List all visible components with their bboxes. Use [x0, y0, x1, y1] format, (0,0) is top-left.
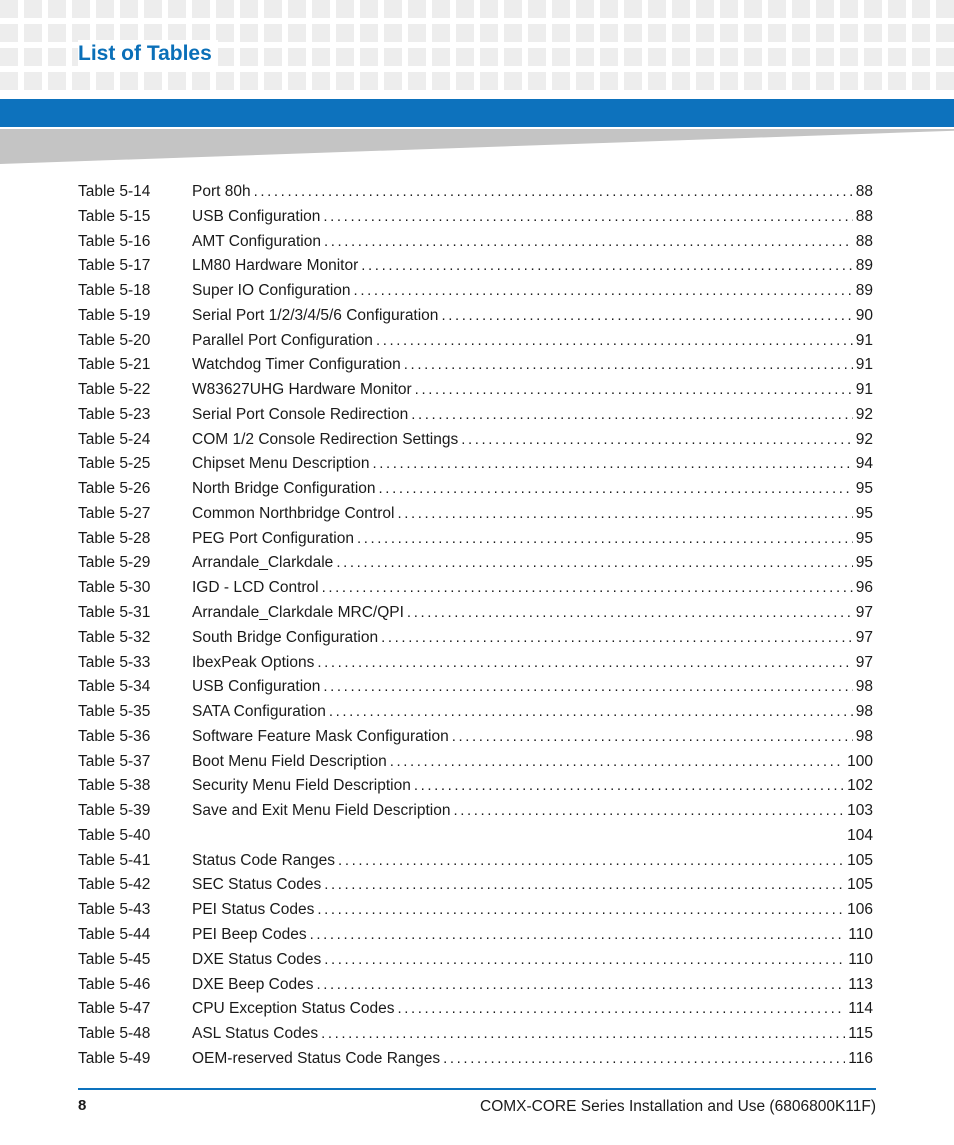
toc-entry-number: Table 5-21	[78, 356, 151, 374]
toc-entry-page: 97	[855, 628, 873, 646]
toc-entry-number: Table 5-41	[78, 851, 151, 869]
toc-entry-number: Table 5-17	[78, 257, 151, 275]
toc-dot-leader	[324, 951, 845, 968]
toc-entry-page: 91	[855, 381, 873, 399]
toc-entry[interactable]	[78, 406, 873, 431]
toc-dot-leader	[354, 282, 853, 299]
toc-entry-number: Table 5-16	[78, 232, 151, 250]
toc-entry[interactable]	[78, 876, 873, 901]
toc-entry-page: 96	[855, 579, 873, 597]
toc-entry-label: IbexPeak Options	[192, 653, 315, 671]
footer-divider	[78, 1088, 876, 1090]
toc-dot-leader	[338, 852, 844, 869]
toc-entry[interactable]	[78, 183, 873, 208]
toc-dot-leader	[379, 480, 853, 497]
toc-dot-leader	[317, 654, 852, 671]
toc-entry-number: Table 5-15	[78, 207, 151, 225]
toc-dot-leader	[443, 1050, 845, 1067]
toc-entry[interactable]	[78, 307, 873, 332]
toc-entry-page: 95	[855, 554, 873, 572]
toc-entry[interactable]	[78, 654, 873, 679]
toc-entry-page: 97	[855, 653, 873, 671]
toc-entry-page: 98	[855, 703, 873, 721]
toc-dot-leader	[329, 703, 853, 720]
toc-entry-number: Table 5-35	[78, 703, 151, 721]
toc-entry[interactable]	[78, 579, 873, 604]
toc-dot-leader	[411, 406, 853, 423]
toc-entry-label: Chipset Menu Description	[192, 455, 370, 473]
toc-entry-page: 89	[855, 257, 873, 275]
toc-entry-label: Arrandale_Clarkdale MRC/QPI	[192, 604, 404, 622]
toc-entry-label: SATA Configuration	[192, 703, 326, 721]
toc-entry[interactable]	[78, 852, 873, 877]
toc-entry[interactable]	[78, 629, 873, 654]
toc-entry-number: Table 5-45	[78, 950, 151, 968]
toc-entry[interactable]	[78, 332, 873, 357]
toc-entry-label: AMT Configuration	[192, 232, 321, 250]
toc-entry-label: Port 80h	[192, 183, 251, 200]
toc-dot-leader	[381, 629, 853, 646]
toc-dot-leader	[317, 976, 846, 993]
toc-entry-number: Table 5-29	[78, 554, 151, 572]
toc-entry-label: PEI Beep Codes	[192, 925, 307, 943]
toc-dot-leader	[376, 332, 853, 349]
toc-entry-number: Table 5-25	[78, 455, 151, 473]
toc-entry-label: South Bridge Configuration	[192, 628, 379, 646]
toc-entry-label: OEM-reserved Status Code Ranges	[192, 1049, 441, 1067]
toc-entry-page: 114	[848, 1000, 873, 1018]
toc-entry-page: 115	[848, 1025, 873, 1043]
list-of-tables	[78, 183, 873, 1075]
toc-entry-page: 88	[855, 207, 873, 225]
toc-entry-page: 92	[855, 405, 873, 423]
toc-entry-label: North Bridge Configuration	[192, 480, 376, 498]
toc-entry-label: Security Menu Field Description	[192, 777, 411, 795]
toc-entry[interactable]	[78, 753, 873, 778]
toc-dot-leader	[414, 777, 844, 794]
toc-entry-page: 110	[848, 950, 873, 968]
page-number: 8	[78, 1097, 87, 1114]
toc-entry-label: W83627UHG Hardware Monitor	[192, 381, 412, 399]
toc-entry-label: USB Configuration	[192, 678, 321, 696]
toc-entry-label: IGD - LCD Control	[192, 579, 319, 597]
toc-entry-page: 102	[847, 777, 873, 795]
toc-entry-label: Serial Port 1/2/3/4/5/6 Configuration	[192, 306, 439, 324]
toc-dot-leader	[397, 1000, 845, 1017]
toc-entry-page: 105	[847, 876, 873, 894]
toc-dot-leader	[254, 183, 853, 200]
toc-entry-page: 89	[855, 282, 873, 300]
toc-entry-label: Save and Exit Menu Field Description	[192, 802, 451, 820]
toc-entry-label: PEI Status Codes	[192, 901, 315, 919]
toc-dot-leader	[407, 604, 853, 621]
toc-dot-leader	[336, 554, 852, 571]
toc-entry[interactable]	[78, 1050, 873, 1075]
toc-entry-page: 113	[848, 975, 873, 993]
toc-entry[interactable]	[78, 777, 873, 802]
toc-entry-label: LM80 Hardware Monitor	[192, 257, 359, 275]
toc-entry-number: Table 5-26	[78, 480, 151, 498]
toc-entry[interactable]	[78, 455, 873, 480]
toc-entry-page: 91	[855, 331, 873, 349]
toc-entry-label: Software Feature Mask Configuration	[192, 727, 449, 745]
toc-entry-number: Table 5-22	[78, 381, 151, 399]
toc-entry[interactable]	[78, 827, 873, 852]
toc-entry-number: Table 5-24	[78, 430, 151, 448]
toc-entry-label: SEC Status Codes	[192, 876, 322, 894]
toc-entry-page: 116	[848, 1049, 873, 1067]
header-gray-wedge	[0, 129, 954, 164]
toc-entry-number: Table 5-30	[78, 579, 151, 597]
toc-entry-number: Table 5-44	[78, 925, 151, 943]
toc-entry-number: Table 5-37	[78, 752, 151, 770]
toc-entry-number: Table 5-36	[78, 727, 151, 745]
toc-entry-label: Status Code Ranges	[192, 851, 336, 869]
toc-entry-page: 98	[855, 727, 873, 745]
toc-entry-page: 92	[855, 430, 873, 448]
toc-entry[interactable]	[78, 480, 873, 505]
toc-entry-page: 104	[847, 826, 873, 844]
toc-entry-label: Arrandale_Clarkdale	[192, 554, 334, 572]
toc-dot-leader	[372, 455, 852, 472]
toc-entry[interactable]	[78, 530, 873, 555]
toc-dot-leader	[310, 926, 846, 943]
toc-entry-label: Super IO Configuration	[192, 282, 351, 300]
toc-entry[interactable]	[78, 233, 873, 258]
toc-entry-number: Table 5-33	[78, 653, 151, 671]
toc-entry[interactable]	[78, 1025, 873, 1050]
toc-entry[interactable]	[78, 505, 873, 530]
toc-dot-leader	[390, 753, 844, 770]
toc-entry-label: DXE Status Codes	[192, 950, 322, 968]
toc-dot-leader	[317, 901, 844, 918]
toc-dot-leader	[441, 307, 852, 324]
toc-entry-page: 95	[855, 480, 873, 498]
toc-entry[interactable]	[78, 976, 873, 1001]
toc-entry-number: Table 5-14	[78, 183, 151, 200]
page-title: List of Tables	[78, 40, 218, 68]
header-blue-band	[0, 99, 954, 127]
toc-entry-page: 98	[855, 678, 873, 696]
toc-entry-number: Table 5-47	[78, 1000, 151, 1018]
toc-entry-label: ASL Status Codes	[192, 1025, 319, 1043]
toc-entry[interactable]	[78, 257, 873, 282]
toc-entry-label: USB Configuration	[192, 207, 321, 225]
toc-entry[interactable]	[78, 208, 873, 233]
toc-dot-leader	[415, 381, 853, 398]
toc-entry-number: Table 5-38	[78, 777, 151, 795]
toc-entry-label: Watchdog Timer Configuration	[192, 356, 401, 374]
toc-dot-leader	[323, 208, 852, 225]
toc-entry-number: Table 5-48	[78, 1025, 151, 1043]
toc-entry-page: 94	[855, 455, 873, 473]
toc-entry[interactable]	[78, 678, 873, 703]
toc-entry-number: Table 5-28	[78, 529, 151, 547]
toc-entry-number: Table 5-42	[78, 876, 151, 894]
toc-dot-leader	[322, 579, 853, 596]
toc-entry-page: 95	[855, 529, 873, 547]
toc-entry[interactable]	[78, 951, 873, 976]
toc-entry-page: 88	[855, 232, 873, 250]
toc-entry-number: Table 5-46	[78, 975, 151, 993]
toc-dot-leader	[323, 678, 852, 695]
toc-entry-number: Table 5-34	[78, 678, 151, 696]
toc-dot-leader	[404, 356, 853, 373]
toc-entry-number: Table 5-18	[78, 282, 151, 300]
toc-dot-leader	[452, 728, 853, 745]
toc-entry-page: 106	[847, 901, 873, 919]
toc-entry-page: 91	[855, 356, 873, 374]
toc-entry[interactable]	[78, 604, 873, 629]
toc-entry-label: Boot Menu Field Description	[192, 752, 387, 770]
toc-entry[interactable]	[78, 356, 873, 381]
document-title: COMX-CORE Series Installation and Use (6806800K11F)	[480, 1098, 876, 1115]
toc-entry[interactable]	[78, 802, 873, 827]
toc-entry-page: 100	[847, 752, 873, 770]
toc-entry-label: CPU Exception Status Codes	[192, 1000, 395, 1018]
toc-entry-page: 110	[848, 925, 873, 943]
toc-entry-label: COM 1/2 Console Redirection Settings	[192, 430, 459, 448]
toc-entry-label: Serial Port Console Redirection	[192, 405, 409, 423]
toc-entry-number: Table 5-32	[78, 628, 151, 646]
toc-entry[interactable]	[78, 554, 873, 579]
toc-entry-page: 105	[847, 851, 873, 869]
toc-entry[interactable]	[78, 703, 873, 728]
toc-dot-leader	[397, 505, 852, 522]
toc-entry-page: 97	[855, 604, 873, 622]
toc-entry-number: Table 5-19	[78, 306, 151, 324]
toc-entry-number: Table 5-43	[78, 901, 151, 919]
toc-entry-label: Common Northbridge Control	[192, 504, 395, 522]
toc-entry-label: PEG Port Configuration	[192, 529, 354, 547]
toc-dot-leader	[324, 233, 853, 250]
toc-entry[interactable]	[78, 1000, 873, 1025]
toc-entry-label: DXE Beep Codes	[192, 975, 314, 993]
toc-entry[interactable]	[78, 926, 873, 951]
toc-dot-leader	[321, 1025, 845, 1042]
toc-entry-page: 88	[855, 183, 873, 200]
toc-entry-number: Table 5-40	[78, 826, 151, 844]
toc-entry-number: Table 5-39	[78, 802, 151, 820]
toc-dot-leader	[324, 876, 844, 893]
toc-entry[interactable]	[78, 282, 873, 307]
toc-entry-page: 95	[855, 504, 873, 522]
toc-entry-number: Table 5-27	[78, 504, 151, 522]
toc-entry[interactable]	[78, 381, 873, 406]
toc-entry-page: 103	[847, 802, 873, 820]
toc-dot-leader	[461, 431, 853, 448]
toc-dot-leader	[453, 802, 844, 819]
toc-entry-page: 90	[855, 306, 873, 324]
toc-dot-leader	[361, 257, 852, 274]
toc-entry[interactable]	[78, 431, 873, 456]
toc-entry-number: Table 5-20	[78, 331, 151, 349]
toc-entry-number: Table 5-23	[78, 405, 151, 423]
toc-dot-leader	[357, 530, 853, 547]
toc-entry-number: Table 5-31	[78, 604, 151, 622]
toc-entry-label: Parallel Port Configuration	[192, 331, 373, 349]
toc-entry[interactable]	[78, 728, 873, 753]
toc-entry[interactable]	[78, 901, 873, 926]
toc-entry-number: Table 5-49	[78, 1049, 151, 1067]
